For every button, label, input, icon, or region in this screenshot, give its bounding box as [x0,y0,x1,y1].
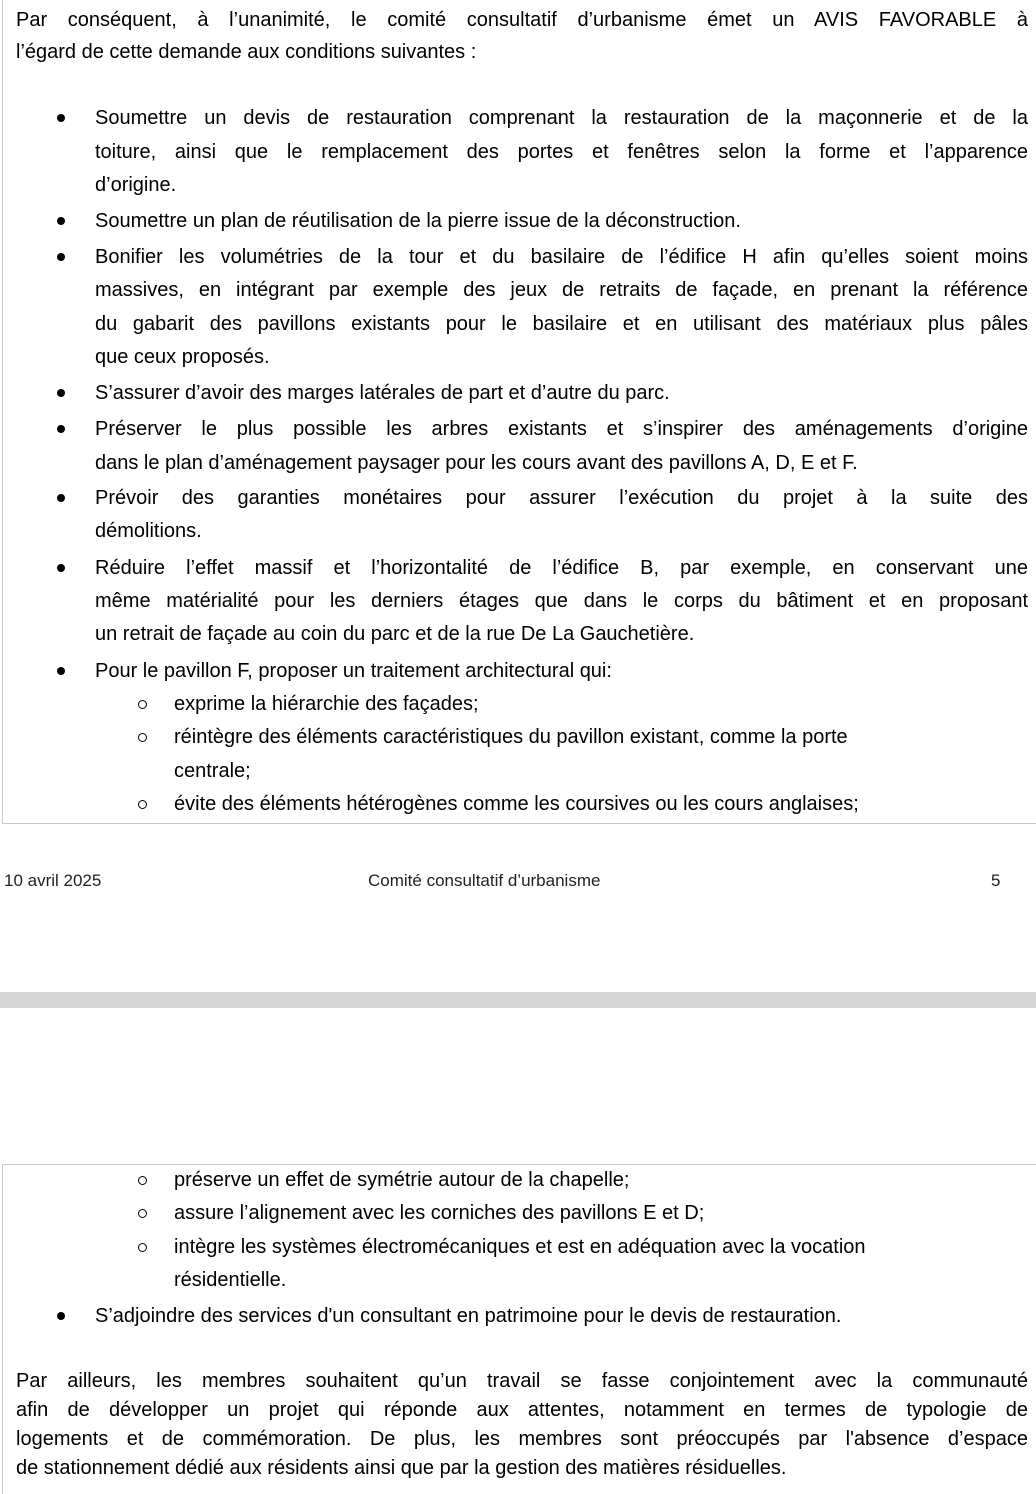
sub-bullet-6-line-2: résidentielle. [174,1269,287,1291]
bullet-7-line-3: un retrait de façade au coin du parc et de la rue De La Gauchetière. [95,623,695,645]
bullet-3-line-3: du gabarit des pavillons existants pour le basilaire et en utilisant des matériaux plus pâles [95,313,1028,335]
bullet-6-line-1: Prévoir des garanties monétaires pour assurer l’exécution du projet à la suite des [95,487,1028,509]
bullet-1-line-3: d’origine. [95,174,177,196]
sub-bullet-marker [138,1243,147,1252]
bullet-marker [57,114,65,122]
paragraph-line-3: logements et de commémoration. De plus, les membres sont préoccupés par l'absence d’espace [16,1428,1028,1450]
sub-bullet-2-line-2: centrale; [174,760,251,782]
sub-bullet-2-line-1: réintègre des éléments caractéristiques du pavillon existant, comme la porte [174,726,848,748]
bullet-marker [57,253,65,261]
bullet-9-line-1: S’adjoindre des services d'un consultant en patrimoine pour le devis de restauration. [95,1305,842,1327]
bullet-3-line-1: Bonifier les volumétries de la tour et du basilaire de l’édifice H afin qu’elles soient moins [95,246,1028,268]
bullet-marker [57,217,65,225]
sub-bullet-marker [138,733,147,742]
footer-title: Comité consultatif d’urbanisme [368,871,601,890]
bullet-marker [57,389,65,397]
bullet-3-line-2: massives, en intégrant par exemple des jeux de retraits de façade, en prenant la référence [95,279,1028,301]
bullet-4-line-1: S’assurer d’avoir des marges latérales de part et d’autre du parc. [95,382,670,404]
bullet-marker [57,564,65,572]
bullet-6-line-2: démolitions. [95,520,202,542]
bullet-marker [57,1312,65,1320]
sub-bullet-marker [138,1176,147,1185]
sub-bullet-marker [138,800,147,809]
bullet-marker [57,494,65,502]
bullet-marker [57,667,65,675]
sub-bullet-3-line-1: évite des éléments hétérogènes comme les coursives ou les cours anglaises; [174,793,859,815]
intro-line-2: l’égard de cette demande aux conditions suivantes : [16,41,477,63]
bullet-1-line-1: Soumettre un devis de restauration comprenant la restauration de la maçonnerie et de la [95,107,1028,129]
bullet-8-line-1: Pour le pavillon F, proposer un traitement architectural qui: [95,660,612,682]
bullet-1-line-2: toiture, ainsi que le remplacement des portes et fenêtres selon la forme et l’apparence [95,141,1028,163]
bullet-3-line-4: que ceux proposés. [95,346,270,368]
sub-bullet-1-line-1: exprime la hiérarchie des façades; [174,693,479,715]
sub-bullet-4-line-1: préserve un effet de symétrie autour de la chapelle; [174,1169,630,1191]
bullet-5-line-2: dans le plan d’aménagement paysager pour les cours avant des pavillons A, D, E et F. [95,452,858,474]
bullet-marker [57,425,65,433]
sub-bullet-marker [138,700,147,709]
footer-date: 10 avril 2025 [4,871,102,890]
sub-bullet-6-line-1: intègre les systèmes électromécaniques et est en adéquation avec la vocation [174,1236,866,1258]
bullet-7-line-2: même matérialité pour les derniers étages que dans le corps du bâtiment et en proposant [95,590,1028,612]
bullet-5-line-1: Préserver le plus possible les arbres existants et s’inspirer des aménagements d’origine [95,418,1028,440]
sub-bullet-marker [138,1209,147,1218]
intro-line-1: Par conséquent, à l’unanimité, le comité consultatif d’urbanisme émet un AVIS FAVORABLE à [16,9,1028,31]
bullet-2-line-1: Soumettre un plan de réutilisation de la pierre issue de la déconstruction. [95,210,741,232]
page-separator [0,992,1036,1008]
footer-page-number: 5 [991,871,1001,890]
paragraph-line-1: Par ailleurs, les membres souhaitent qu’un travail se fasse conjointement avec la communauté [16,1370,1028,1392]
paragraph-line-4: de stationnement dédié aux résidents ainsi que par la gestion des matières résiduelles. [16,1457,787,1479]
paragraph-line-2: afin de développer un projet qui réponde aux attentes, notamment en termes de typologie de [16,1399,1028,1421]
sub-bullet-5-line-1: assure l’alignement avec les corniches des pavillons E et D; [174,1202,705,1224]
bullet-7-line-1: Réduire l’effet massif et l’horizontalité de l’édifice B, par exemple, en conservant une [95,557,1028,579]
